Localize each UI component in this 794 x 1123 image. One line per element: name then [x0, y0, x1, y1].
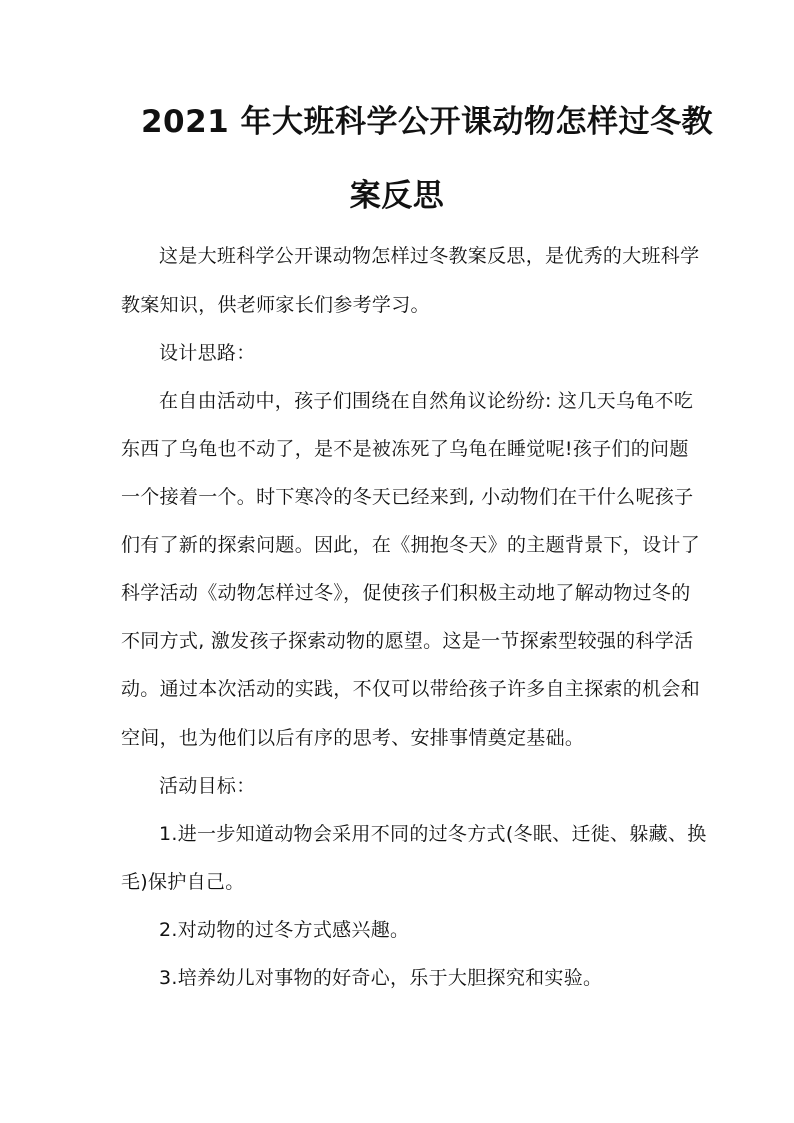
paragraph-line: 这是大班科学公开课动物怎样过冬教案反思，是优秀的大班科学 [159, 245, 700, 267]
section-heading: 活动目标： [159, 775, 256, 797]
list-item: 1.进一步知道动物会采用不同的过冬方式(冬眠、迁徙、躲藏、换 [159, 823, 707, 845]
paragraph-line: 不同方式, 激发孩子探索动物的愿望。这是一节探索型较强的科学活 [121, 630, 694, 652]
document-title-line-1: 2021 年大班科学公开课动物怎样过冬教 [140, 104, 714, 140]
paragraph-line: 动。通过本次活动的实践，不仅可以带给孩子许多自主探索的机会和 [121, 678, 701, 700]
paragraph-line: 们有了新的探索问题。因此，在《拥抱冬天》的主题背景下，设计了 [121, 534, 701, 556]
paragraph-line: 科学活动《动物怎样过冬》，促使孩子们积极主动地了解动物过冬的 [121, 582, 691, 604]
list-item: 2.对动物的过冬方式感兴趣。 [159, 919, 410, 941]
document-title-line-2: 案反思 [349, 178, 445, 214]
list-item: 3.培养幼儿对事物的好奇心，乐于大胆探究和实验。 [159, 967, 603, 989]
paragraph-line: 东西了乌龟也不动了，是不是被冻死了乌龟在睡觉呢!孩子们的问题 [121, 438, 689, 460]
paragraph-line: 教案知识，供老师家长们参考学习。 [121, 294, 430, 316]
paragraph-line: 一个接着一个。时下寒冷的冬天已经来到, 小动物们在干什么呢孩子 [121, 486, 694, 508]
list-item-continuation: 毛)保护自己。 [121, 871, 245, 893]
paragraph-line: 空间，也为他们以后有序的思考、安排事情奠定基础。 [121, 727, 585, 749]
paragraph-line: 在自由活动中，孩子们围绕在自然角议论纷纷: 这几天乌龟不吃 [159, 390, 694, 412]
section-heading: 设计思路： [159, 342, 256, 364]
